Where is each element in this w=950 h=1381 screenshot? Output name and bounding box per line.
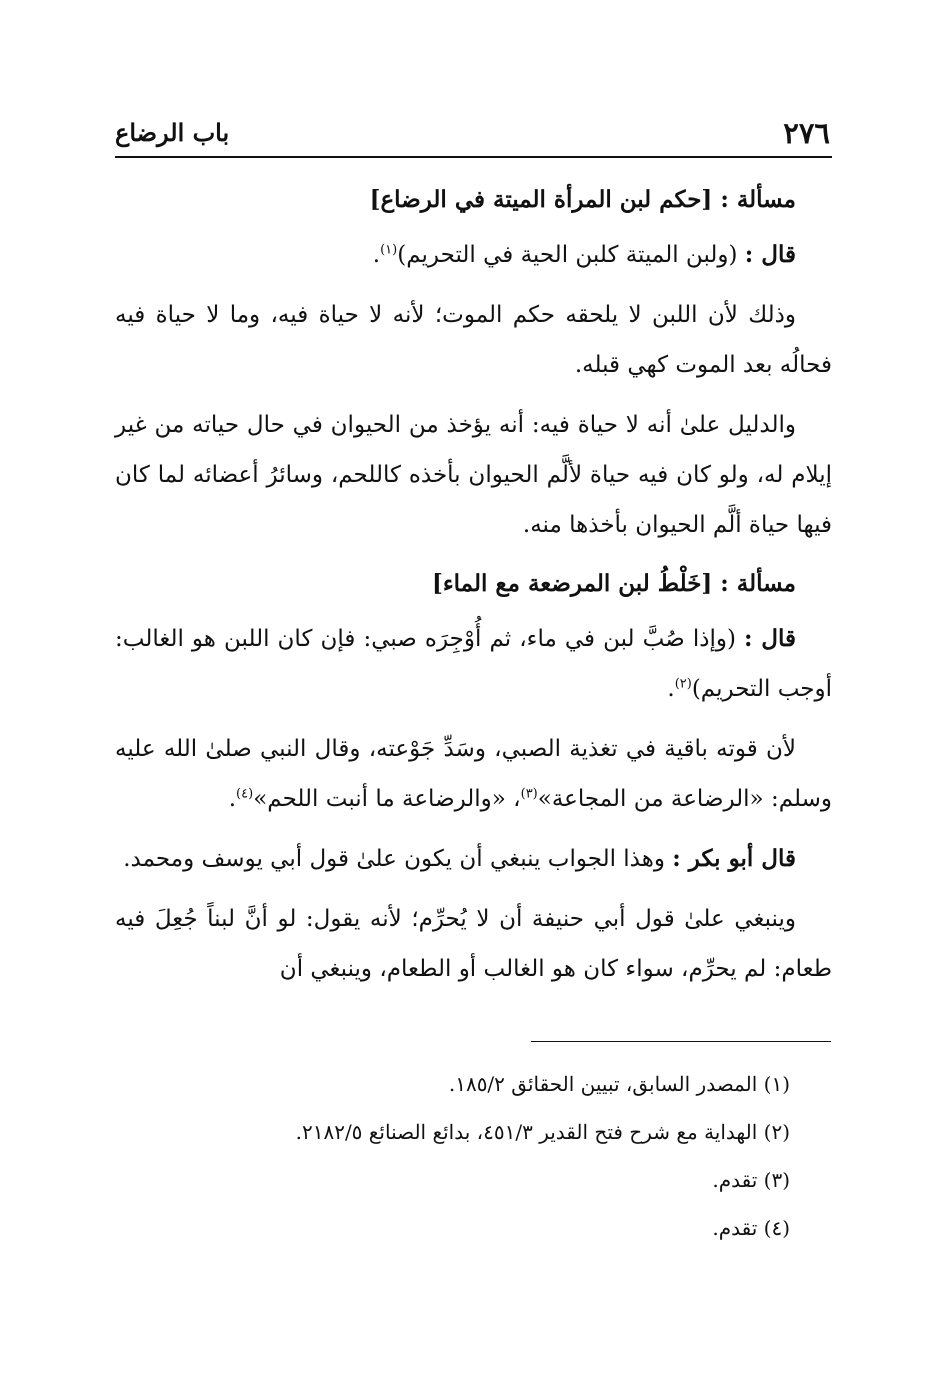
footnotes bbox=[170, 1060, 790, 1252]
quote-text: (ولبن الميتة كلبن الحية في التحريم) bbox=[397, 242, 745, 268]
footnote-ref: (٣) bbox=[520, 786, 538, 802]
page-number: ٢٧٦ bbox=[783, 116, 830, 150]
footnote-ref: (٤) bbox=[236, 786, 254, 802]
footnote: (١) المصدر السابق، تبيين الحقائق ١٨٥/٢. bbox=[448, 1072, 790, 1096]
quoted-text bbox=[115, 230, 832, 280]
quoted-text bbox=[115, 834, 832, 884]
footnote-ref: (٢) bbox=[674, 676, 692, 692]
main-text bbox=[115, 176, 832, 994]
paragraph-text: لأن قوته باقية في تغذية الصبي، وسَدِّ جَوْعته، وقال النبي صلىٰ الله عليه وسلم: «الرضاعة من المجاعة» bbox=[115, 736, 832, 812]
qala-label: قال : bbox=[744, 241, 796, 268]
quoted-text bbox=[115, 614, 832, 714]
footnote: (٣) تقدم. bbox=[712, 1168, 790, 1192]
footnote-divider bbox=[531, 1041, 831, 1042]
running-title: باب الرضاع bbox=[115, 118, 230, 147]
footnote: (٢) الهداية مع شرح فتح القدير ٤٥١/٣، بدائع الصنائع ٢١٨٢/٥. bbox=[295, 1120, 790, 1144]
paragraph-end: . bbox=[228, 786, 237, 812]
quote-text: وهذا الجواب ينبغي أن يكون علىٰ قول أبي يوسف ومحمد. bbox=[123, 846, 673, 872]
paragraph: وينبغي علىٰ قول أبي حنيفة أن لا يُحرِّم؛ لأنه يقول: لو أنَّ لبناً جُعِلَ فيه طعام: لم يحرِّم، سواء كان هو الغالب أو الطعام، وينبغي أن bbox=[115, 906, 832, 982]
section-heading: مسألة : [حكم لبن المرأة الميتة في الرضاع] bbox=[369, 186, 796, 213]
page-header bbox=[115, 112, 832, 158]
quote-end: . bbox=[667, 676, 675, 702]
abu-bakr-label: قال أبو بكر : bbox=[672, 845, 796, 872]
qala-label: قال : bbox=[744, 625, 796, 652]
paragraph: والدليل علىٰ أنه لا حياة فيه: أنه يؤخذ من الحيوان في حال حياته من غير إيلام له، ولو كان فيه حياة لألَّم الحيوان بأخذه كاللحم، وسائرُ أعضائه لما كان فيها حياة ألَّم الحيوان بأخذها منه. bbox=[115, 412, 832, 538]
paragraph: وذلك لأن اللبن لا يلحقه حكم الموت؛ لأنه لا حياة فيه، وما لا حياة فيه فحالُه بعد الموت كهي قبله. bbox=[115, 302, 832, 378]
paragraph bbox=[115, 724, 832, 824]
quote-end: . bbox=[372, 242, 381, 268]
footnote: (٤) تقدم. bbox=[712, 1216, 790, 1240]
paragraph-text: ، «والرضاعة ما أنبت اللحم» bbox=[253, 786, 521, 812]
section-heading: مسألة : [خَلْطُ لبن المرضعة مع الماء] bbox=[431, 570, 796, 597]
footnote-ref: (١) bbox=[380, 242, 398, 258]
quote-text: (وإذا صُبَّ لبن في ماء، ثم أُوْجِرَه صبي: فإن كان اللبن هو الغالب: أوجب التحريم) bbox=[115, 626, 832, 702]
